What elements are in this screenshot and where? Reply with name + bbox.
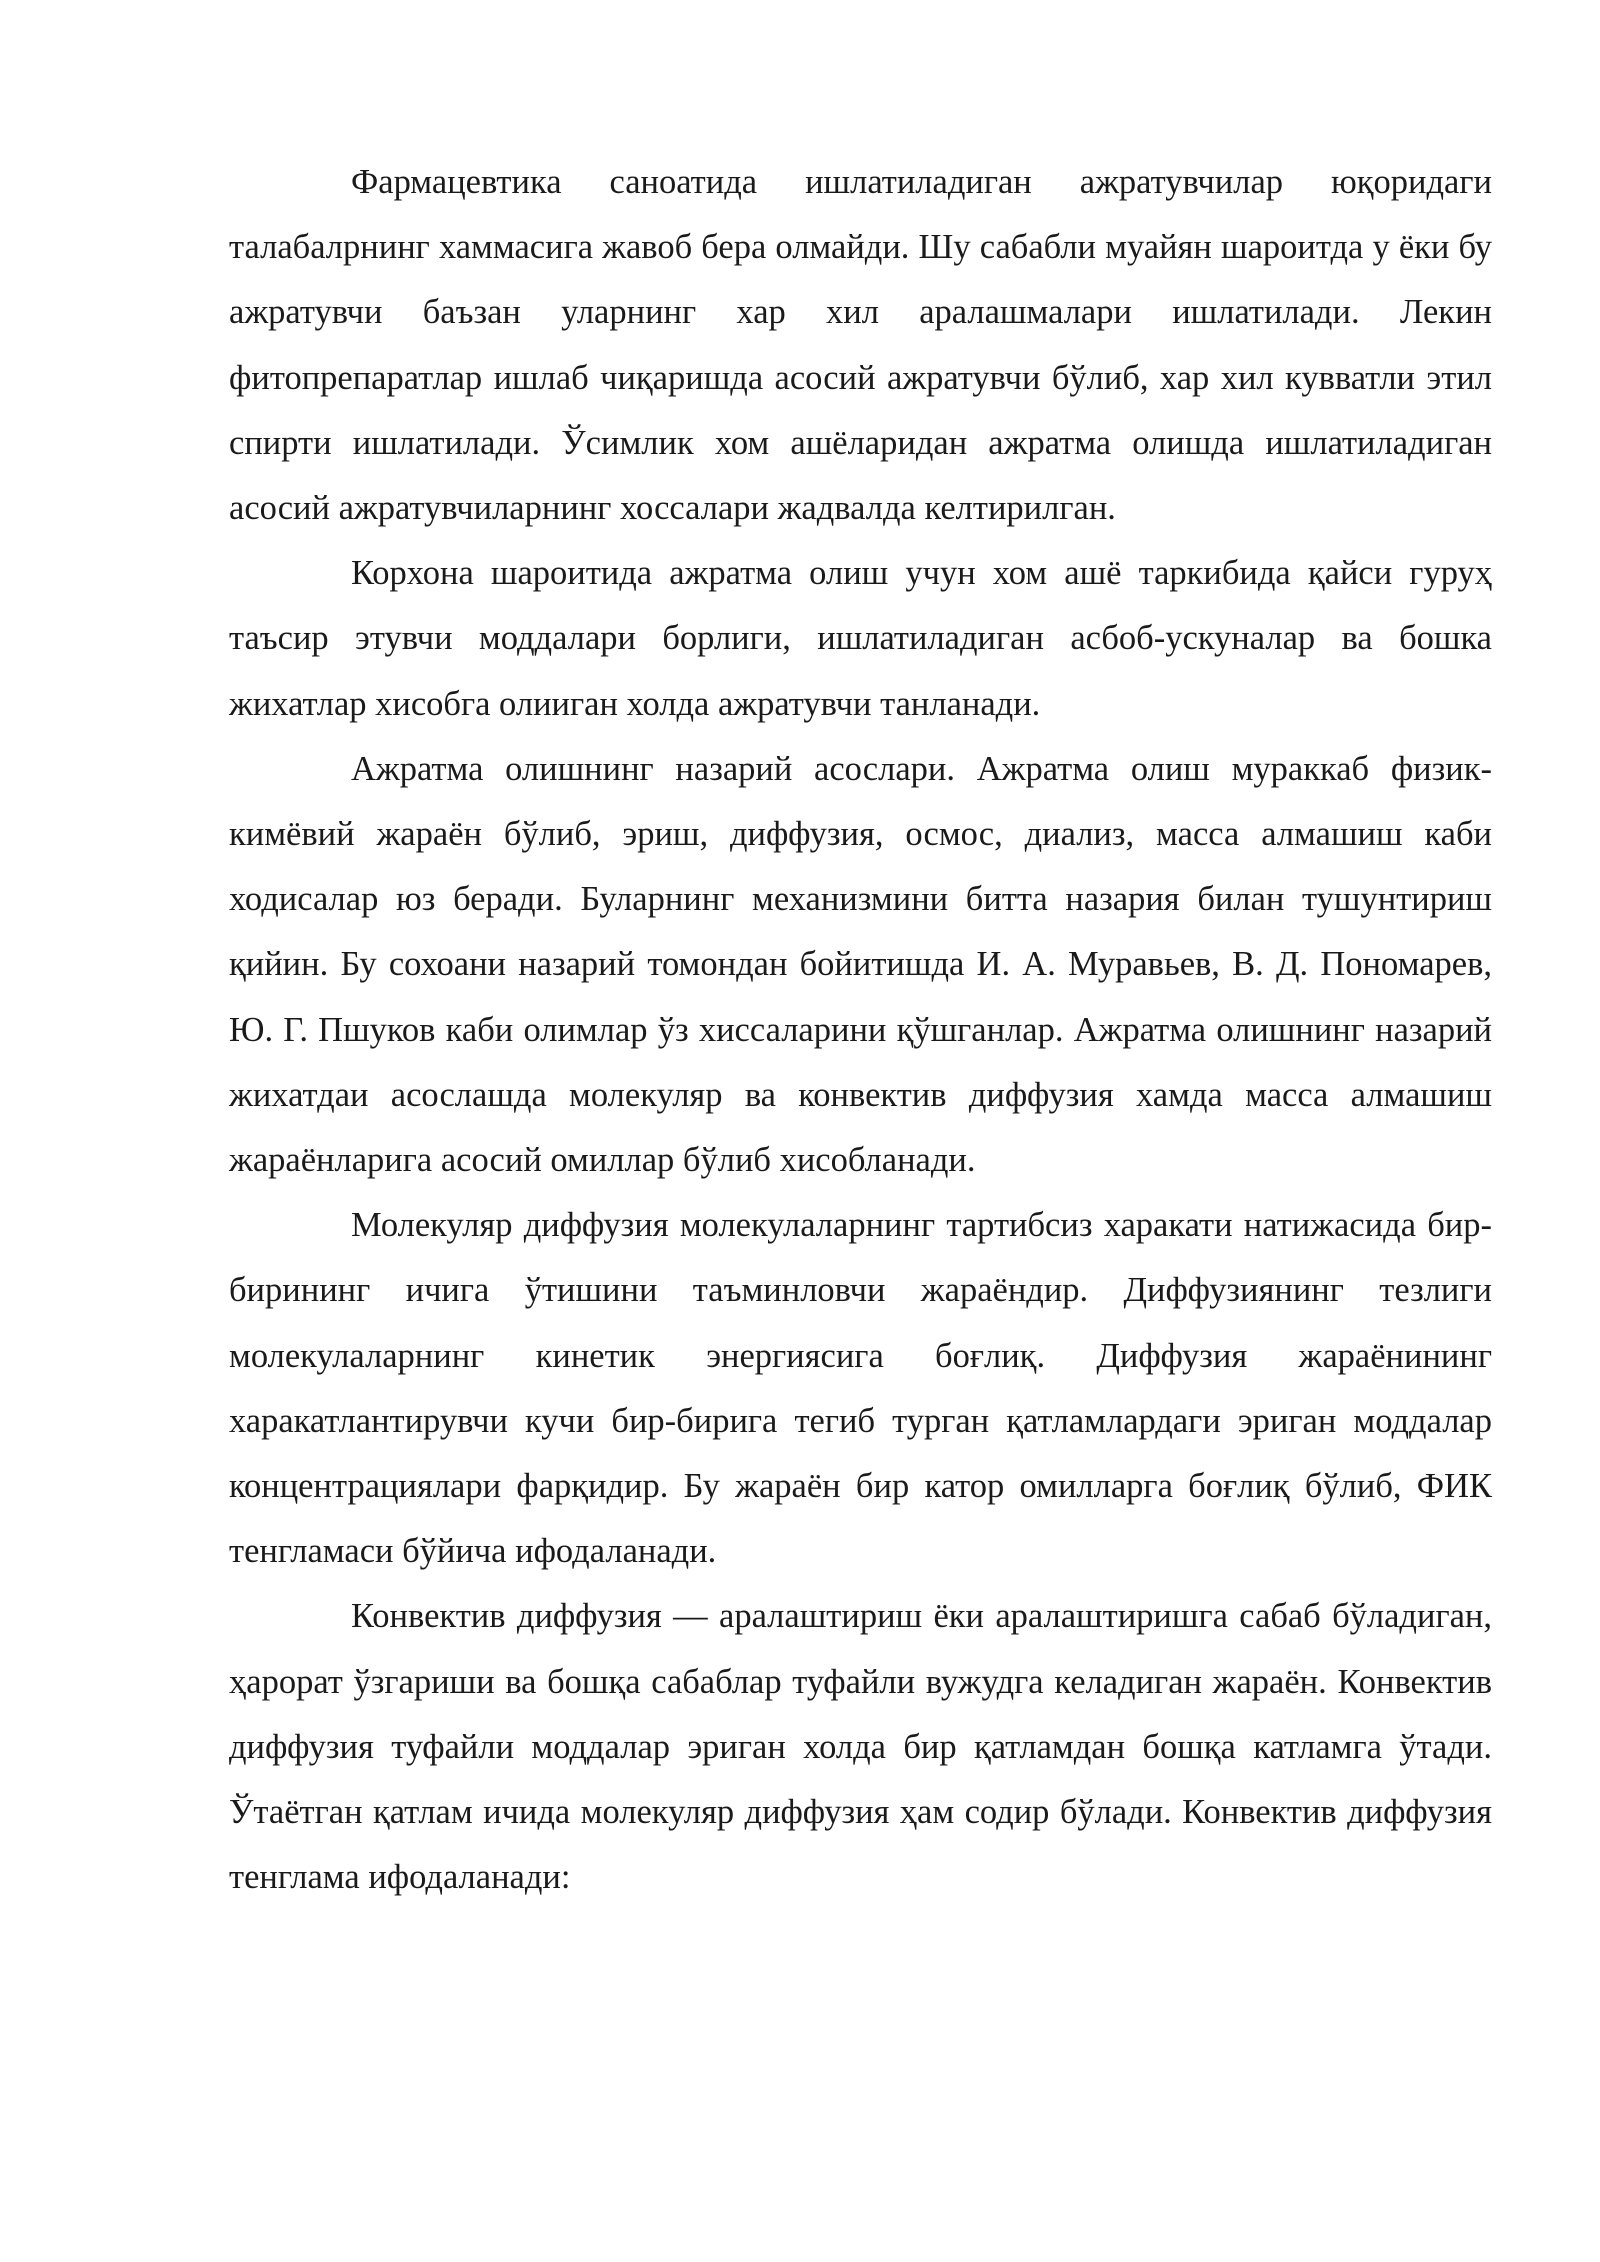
paragraph-1: Фармацевтика саноатида ишлатиладиган ажратувчилар юқоридаги талабалрнинг хаммасига жавоб бера олмайди. Шу сабабли муайян шароитда у ёки бу ажратувчи баъзан уларнинг хар хил аралашмалари ишлатилади. Лекин фитопрепаратлар ишлаб чиқаришда асосий ажратувчи бўлиб, хар хил кувватли этил спирти ишлатилади. Ўсимлик хом ашёларидан ажратма олишда ишлатиладиган асосий ажратувчиларнинг хоссалари жадвалда келтирилган.: [229, 163, 1492, 528]
paragraph-4: Молекуляр диффузия молекулаларнинг тартибсиз харакати натижасида бир-бирининг ичига ўтишини таъминловчи жараёндир. Диффузиянинг тезлиги молекулаларнинг кинетик энергиясига боғлиқ. Диффузия жараёнининг харакатлантирувчи кучи бир-бирига тегиб турган қатламлардаги эриган моддалар концентрациялари фарқидир. Бу жараён бир катор омилларга боғлиқ бўлиб, ФИК тенгламаси бўйича ифодаланади.: [229, 1206, 1492, 1571]
paragraph-5: Конвектив диффузия — аралаштириш ёки аралаштиришга сабаб бўладиган, ҳарорат ўзгариши ва бошқа сабаблар туфайли вужудга келадиган жараён. Конвектив диффузия туфайли моддалар эриган холда бир қатламдан бошқа катламга ўтади. Ўтаётган қатлам ичида молекуляр диффузия ҳам содир бўлади. Конвектив диффузия тенглама ифодаланади:: [229, 1597, 1492, 1897]
paragraph-3: Ажратма олишнинг назарий асослари. Ажратма олиш мураккаб физик-кимёвий жараён бўлиб, эриш, диффузия, осмос, диализ, масса алмашиш каби ходисалар юз беради. Буларнинг механизмини битта назария билан тушунтириш қийин. Бу сохоани назарий томондан бойитишда И. А. Муравьев, В. Д. Пономарев, Ю. Г. Пшуков каби олимлар ўз хиссаларини қўшганлар. Ажратма олишнинг назарий жихатдаи асослашда молекуляр ва конвектив диффузия хамда масса алмашиш жараёнларига асосий омиллар бўлиб хисобланади.: [229, 749, 1492, 1180]
paragraph-2: Корхона шароитида ажратма олиш учун хом ашё таркибида қайси гуруҳ таъсир этувчи моддалари борлиги, ишлатиладиган асбоб-ускуналар ва бошка жихатлар хисобга олииган холда ажратувчи танланади.: [229, 554, 1492, 723]
document-body: [229, 150, 1492, 1910]
